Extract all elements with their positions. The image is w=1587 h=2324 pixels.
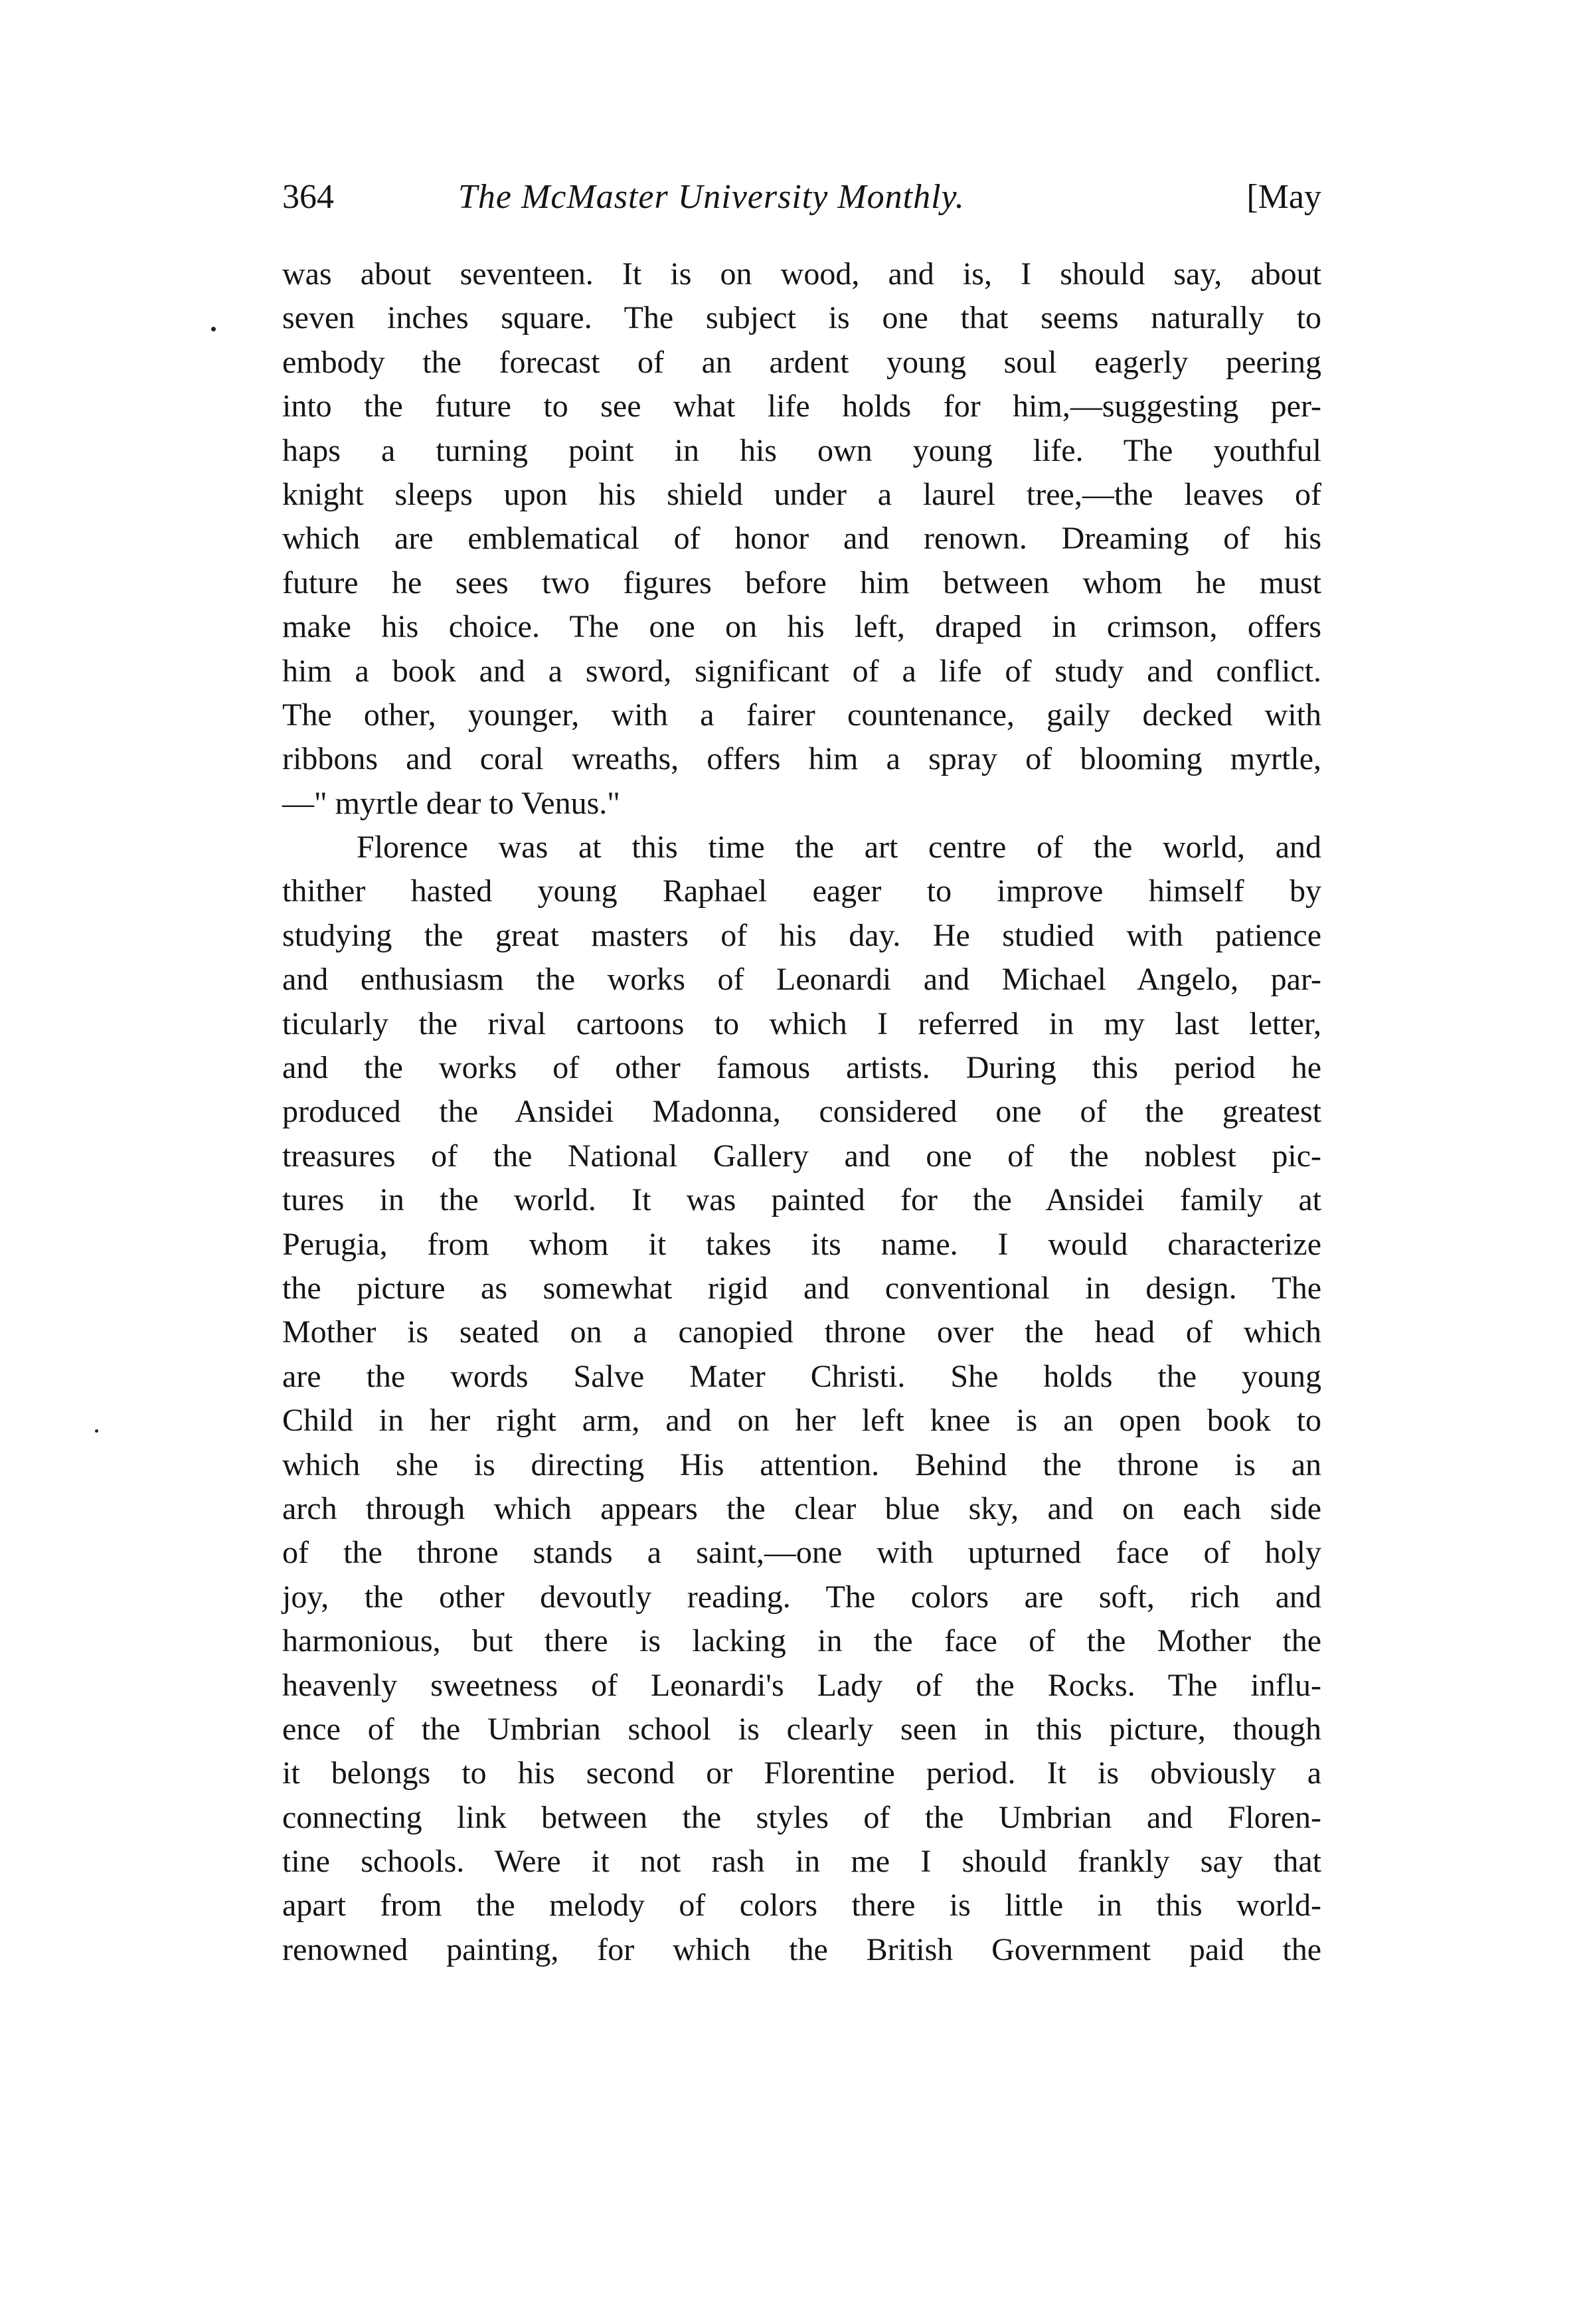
text-line: heavenly sweetness of Leonardi's Lady of the Rocks. The influ- [282, 1667, 1321, 1703]
text-line: which she is directing His attention. Behind the throne is an [282, 1447, 1321, 1482]
text-line: arch through which appears the clear blue sky, and on each side [282, 1490, 1321, 1526]
text-line: tine schools. Were it not rash in me I should frankly say that [282, 1844, 1321, 1880]
text-line: make his choice. The one on his left, draped in crimson, offers [282, 609, 1321, 645]
margin-mark [95, 1429, 98, 1433]
text-line: haps a turning point in his own young life. The youthful [282, 432, 1321, 468]
margin-mark [211, 327, 216, 331]
text-line: —" myrtle dear to Venus." [282, 785, 620, 821]
text-line: tures in the world. It was painted for the Ansidei family at [282, 1182, 1321, 1218]
text-line: which are emblematical of honor and renown. Dreaming of his [282, 521, 1321, 557]
text-line: ence of the Umbrian school is clearly seen in this picture, though [282, 1711, 1321, 1747]
body-text [282, 252, 1321, 1972]
text-line: treasures of the National Gallery and one of the noblest pic- [282, 1138, 1321, 1174]
text-line: ticularly the rival cartoons to which I referred in my last letter, [282, 1006, 1321, 1041]
text-line: and enthusiasm the works of Leonardi and Michael Angelo, par- [282, 962, 1321, 998]
text-line: of the throne stands a saint,—one with upturned face of holy [282, 1535, 1321, 1571]
text-line: seven inches square. The subject is one that seems naturally to [282, 300, 1321, 336]
text-line: connecting link between the styles of the Umbrian and Floren- [282, 1799, 1321, 1835]
text-line: was about seventeen. It is on wood, and is, I should say, about [282, 256, 1321, 292]
text-line: future he sees two figures before him between whom he must [282, 565, 1321, 600]
text-line: studying the great masters of his day. He studied with patience [282, 917, 1321, 953]
page-number: 364 [282, 178, 334, 216]
running-header [282, 174, 1321, 221]
text-line: embody the forecast of an ardent young soul eagerly peering [282, 344, 1321, 380]
text-line: it belongs to his second or Florentine period. It is obviously a [282, 1755, 1321, 1791]
text-line: into the future to see what life holds for him,—suggesting per- [282, 389, 1321, 424]
text-line: harmonious, but there is lacking in the face of the Mother the [282, 1623, 1321, 1659]
text-line: him a book and a sword, significant of a life of study and conflict. [282, 653, 1321, 689]
running-title: The McMaster University Monthly. [458, 178, 965, 216]
text-line: thither hasted young Raphael eager to improve himself by [282, 873, 1321, 909]
text-line: renowned painting, for which the British Government paid the [282, 1931, 1321, 1967]
text-line: Child in her right arm, and on her left knee is an open book to [282, 1403, 1321, 1439]
text-line: and the works of other famous artists. During this period he [282, 1050, 1321, 1086]
text-line: are the words Salve Mater Christi. She holds the young [282, 1358, 1321, 1394]
text-line: joy, the other devoutly reading. The colors are soft, rich and [282, 1579, 1321, 1615]
text-line: knight sleeps upon his shield under a laurel tree,—the leaves of [282, 476, 1321, 512]
text-line: The other, younger, with a fairer countenance, gaily decked with [282, 697, 1321, 733]
text-line: Perugia, from whom it takes its name. I would characterize [282, 1226, 1321, 1262]
text-line: Florence was at this time the art centre of the world, and [357, 830, 1321, 865]
text-line: apart from the melody of colors there is little in this world- [282, 1888, 1321, 1923]
text-line: ribbons and coral wreaths, offers him a spray of blooming myrtle, [282, 741, 1321, 777]
header-month: [May [1246, 178, 1321, 216]
text-line: produced the Ansidei Madonna, considered one of the greatest [282, 1094, 1321, 1130]
text-line: Mother is seated on a canopied throne over the head of which [282, 1314, 1321, 1350]
text-line: the picture as somewhat rigid and conventional in design. The [282, 1270, 1321, 1306]
